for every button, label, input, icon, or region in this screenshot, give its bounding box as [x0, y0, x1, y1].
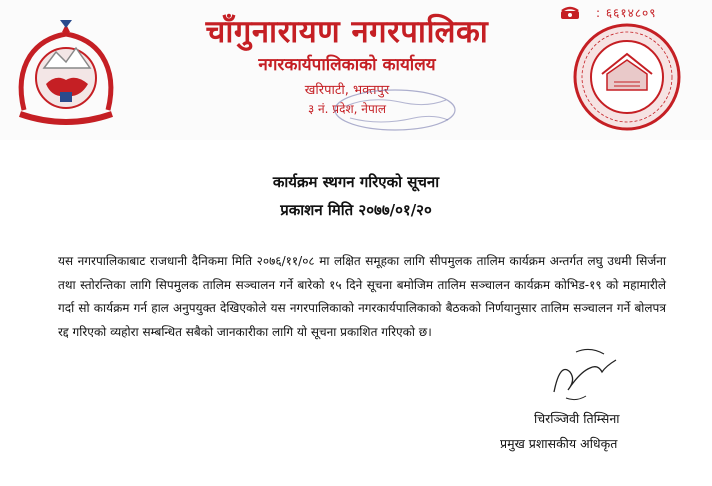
notice-title: कार्यक्रम स्थगन गरिएको सूचना — [272, 173, 440, 191]
office-address: खरिपाटी, भक्तपुर — [304, 83, 390, 98]
municipality-seal-icon — [572, 22, 682, 132]
phone-value: ६६१४८०९ — [605, 6, 657, 20]
phone-number: : ६६१४८०९ — [596, 6, 657, 20]
publish-date: प्रकाशन मिति २०७७/०१/२० — [280, 201, 432, 219]
stamp-icon — [330, 86, 460, 134]
office-name: नगरकार्यपालिकाको कार्यालय — [258, 55, 436, 75]
nepal-emblem-icon — [10, 18, 122, 130]
signatory-name: चिरञ्जिवी तिम्सिना — [534, 411, 620, 426]
signatory-designation: प्रमुख प्रशासकीय अधिकृत — [500, 436, 618, 451]
phone-icon — [560, 6, 580, 20]
notice-body: यस नगरपालिकाबाट राजधानी दैनिकमा मिति २०७६/११/०८ मा लक्षित समूहका लागि सीपमुलक तालिम कार्यक्रम अन्तर्गत लघु उधमी सिर्जना तथा स्तोरन्तिका लागि सिपमुलक तालिम सञ्चालन गर्ने बारेको १५ दिने सूचना बमोजिम तालिम सञ्चालन कार्यक्रम कोभिड-१९ को महामारीले गर्दा सो कार्यक्रम गर्न हाल अनुपयुक्त देखिएकोले यस नगरपालिकाको नगरकार्यपालिकाको बैठकको निर्णयानुसार तालिम सञ्चालन गर्ने बोलपत्र रद्द गरिएको व्यहोरा सम्बन्धित सबैको जानकारीका लागि यो सूचना प्रकाशित गरिएको छ। — [58, 254, 666, 339]
org-name: चाँगुनारायण नगरपालिका — [205, 14, 489, 50]
signature-icon — [546, 342, 622, 406]
province-country: ३ नं. प्रदेश, नेपाल — [307, 102, 387, 116]
